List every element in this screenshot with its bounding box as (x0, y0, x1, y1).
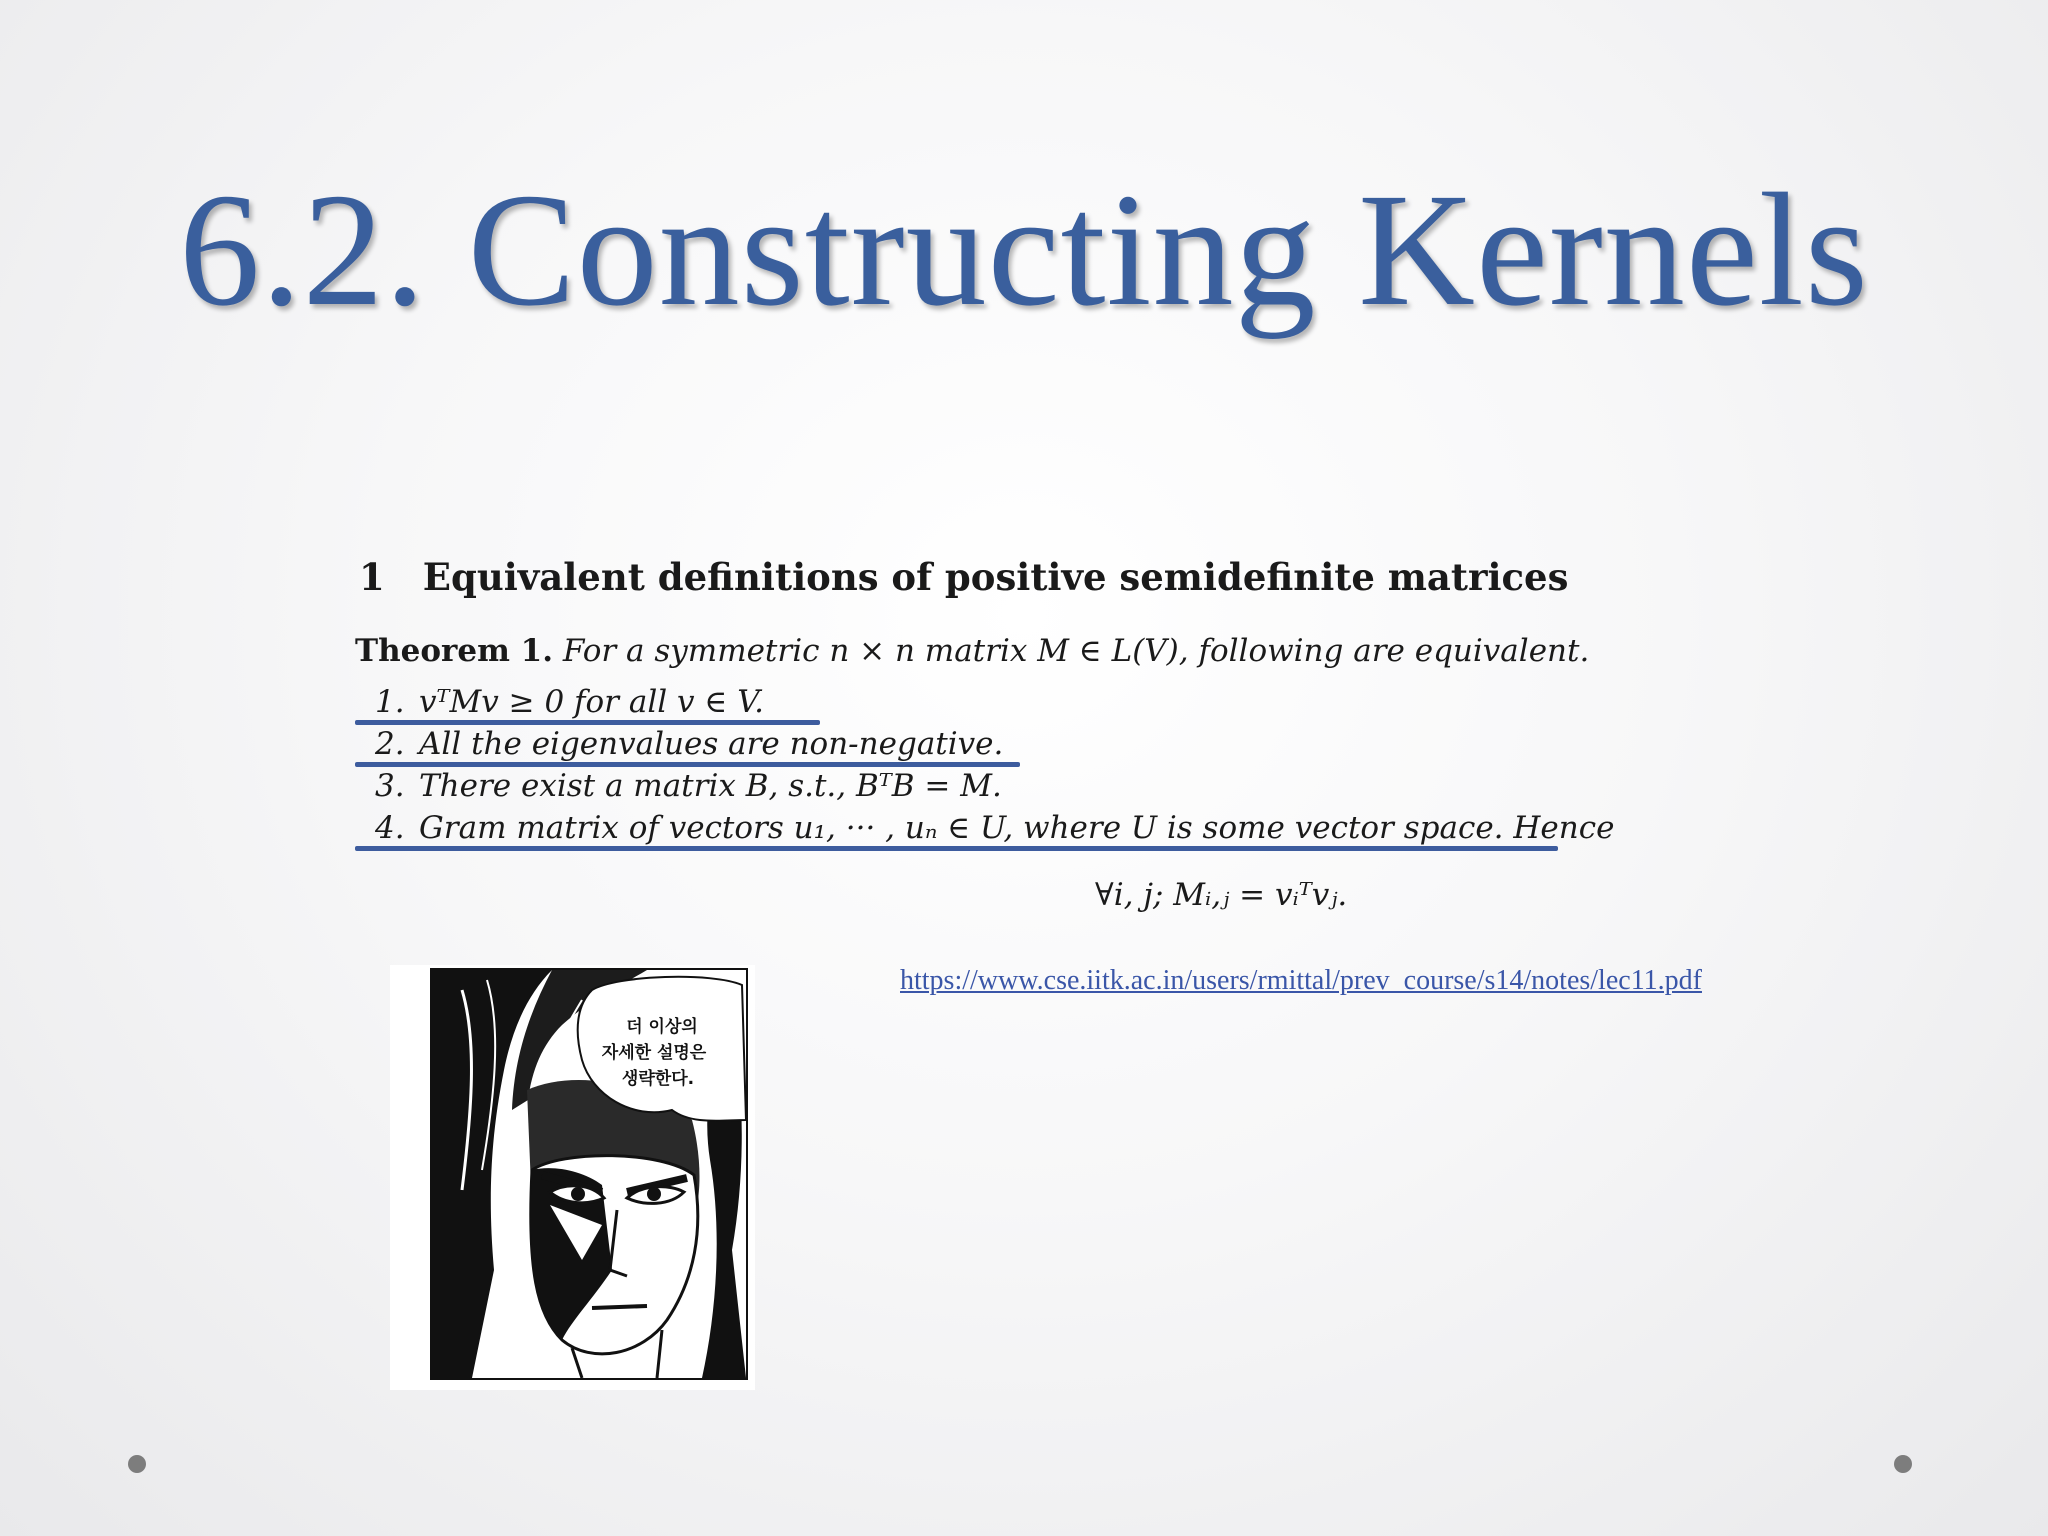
theorem (355, 633, 1675, 669)
list-item (355, 807, 1675, 849)
theorem-statement: For a symmetric n × n matrix M ∈ L(V), following are equivalent. (562, 633, 1590, 669)
item-number: 2. (375, 726, 405, 762)
slide-title: 6.2. Constructing Kernels (179, 161, 1869, 340)
equivalence-list (355, 681, 1675, 849)
item-text: There exist a matrix B, s.t., BᵀB = M. (419, 768, 1002, 804)
manga-panel (390, 965, 755, 1390)
highlight-underline (355, 846, 1558, 851)
item-text: Gram matrix of vectors u₁, ··· , uₙ ∈ U, where U is some vector space. Hence (419, 810, 1615, 846)
list-item (355, 723, 1675, 765)
item-text: All the eigenvalues are non-negative. (419, 726, 1004, 762)
theorem-excerpt (355, 555, 1675, 913)
manga-character-illustration (432, 970, 746, 1378)
gram-equation: ∀i, j; Mᵢ,ⱼ = vᵢᵀvⱼ. (1095, 877, 1348, 913)
speech-line: 생략한다. (621, 1069, 695, 1089)
bullet-dot-right (1894, 1455, 1912, 1473)
bullet-dot-left (128, 1455, 146, 1473)
list-item (355, 765, 1675, 807)
item-number: 3. (375, 768, 405, 804)
item-number: 4. (375, 810, 405, 846)
reference-link[interactable]: https://www.cse.iitk.ac.in/users/rmittal/prev_course/s14/notes/lec11.pdf (900, 965, 1702, 996)
speech-line: 자세한 설명은 (601, 1043, 707, 1063)
list-item (355, 681, 1675, 723)
speech-line: 더 이상의 (626, 1017, 698, 1037)
section-heading (359, 555, 1675, 599)
item-number: 1. (375, 684, 405, 720)
section-number: 1 (359, 555, 385, 599)
section-title: Equivalent definitions of positive semidefinite matrices (422, 555, 1569, 599)
theorem-label: Theorem 1. (355, 633, 554, 669)
manga-frame (430, 968, 748, 1380)
item-text: vᵀMv ≥ 0 for all v ∈ V. (419, 684, 765, 720)
